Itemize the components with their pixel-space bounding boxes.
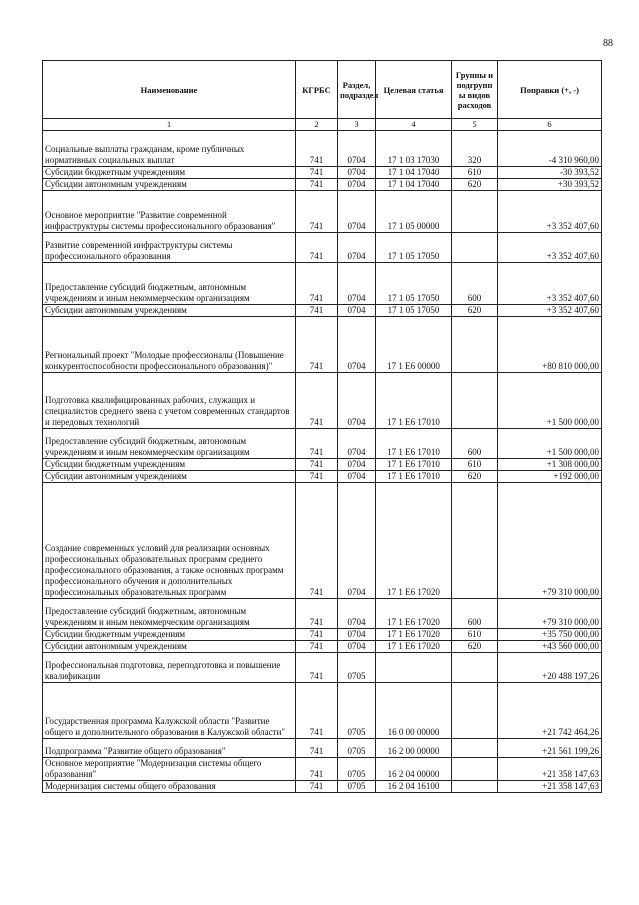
table-row [43,305,602,317]
target-cell: 16 2 00 00000 [376,739,452,758]
amount-cell: +21 742 464,26 [498,683,602,739]
group-cell: 600 [452,429,498,459]
header-changes: Поправки (+, -) [498,61,602,119]
column-number: 2 [296,119,338,131]
group-cell [452,781,498,793]
section-cell: 0705 [338,683,376,739]
group-cell: 600 [452,263,498,305]
table-row [43,471,602,483]
page-number: 88 [603,38,613,49]
column-number: 1 [43,119,296,131]
kgrbs-cell: 741 [296,599,338,629]
table-row [43,131,602,167]
name: Предоставление субсидий бюджетным, автономным учреждениям и иным некоммерческим организациям [43,429,296,459]
header-target: Целевая статья [376,61,452,119]
kgrbs-cell: 741 [296,483,338,599]
kgrbs-cell: 741 [296,758,338,781]
section-cell: 0705 [338,781,376,793]
name: Субсидии автономным учреждениям [43,641,296,653]
column-number-row [43,119,602,131]
name: Субсидии бюджетным учреждениям [43,167,296,179]
name: Субсидии автономным учреждениям [43,305,296,317]
kgrbs-cell: 741 [296,459,338,471]
kgrbs-cell: 741 [296,233,338,263]
group-cell [452,758,498,781]
kgrbs-cell: 741 [296,641,338,653]
amount-cell: +43 560 000,00 [498,641,602,653]
kgrbs-cell: 741 [296,471,338,483]
group-cell: 620 [452,179,498,191]
amount-cell: +3 352 407,60 [498,305,602,317]
group-cell: 610 [452,167,498,179]
kgrbs-cell: 741 [296,263,338,305]
amount-cell: +21 358 147,63 [498,781,602,793]
section-cell: 0704 [338,167,376,179]
table-row [43,739,602,758]
amount-cell: +35 750 000,00 [498,629,602,641]
table-row [43,683,602,739]
amount-cell: +21 561 199,26 [498,739,602,758]
section-cell: 0704 [338,483,376,599]
target-cell: 17 1 Е6 17010 [376,373,452,429]
section-cell: 0704 [338,429,376,459]
target-cell: 17 1 05 00000 [376,191,452,233]
section-cell: 0704 [338,373,376,429]
name: Субсидии бюджетным учреждениям [43,629,296,641]
table-row [43,781,602,793]
kgrbs-cell: 741 [296,167,338,179]
group-cell [452,317,498,373]
target-cell: 16 2 04 16100 [376,781,452,793]
budget-amendments-table [42,60,602,793]
table-row [43,483,602,599]
group-cell [452,653,498,683]
table-row [43,167,602,179]
kgrbs-cell: 741 [296,683,338,739]
name: Основное мероприятие "Развитие современной инфраструктуры системы профессионального образования" [43,191,296,233]
amount-cell: +3 352 407,60 [498,263,602,305]
group-cell [452,373,498,429]
kgrbs-cell: 741 [296,739,338,758]
section-cell: 0704 [338,233,376,263]
column-number: 6 [498,119,602,131]
kgrbs-cell: 741 [296,781,338,793]
target-cell: 17 1 Е6 17020 [376,641,452,653]
kgrbs-cell: 741 [296,131,338,167]
amount-cell: +1 308 000,00 [498,459,602,471]
table-row [43,263,602,305]
section-cell: 0704 [338,641,376,653]
amount-cell: +20 488 197,26 [498,653,602,683]
kgrbs-cell: 741 [296,317,338,373]
section-cell: 0704 [338,131,376,167]
target-cell: 17 1 Е6 17020 [376,629,452,641]
group-cell [452,739,498,758]
target-cell: 17 1 03 17030 [376,131,452,167]
table-row [43,373,602,429]
name: Подпрограмма "Развитие общего образования" [43,739,296,758]
target-cell: 17 1 05 17050 [376,233,452,263]
column-number: 5 [452,119,498,131]
table-row [43,429,602,459]
target-cell: 17 1 Е6 17010 [376,471,452,483]
header-groups: Группы и подгрупп ы видов расходов [452,61,498,119]
name: Субсидии автономным учреждениям [43,471,296,483]
section-cell: 0705 [338,739,376,758]
table-row [43,179,602,191]
header-kgrbs: КГРБС [296,61,338,119]
name: Модернизация системы общего образования [43,781,296,793]
group-cell [452,191,498,233]
target-cell: 17 1 Е6 17020 [376,599,452,629]
amount-cell: +1 500 000,00 [498,373,602,429]
kgrbs-cell: 741 [296,373,338,429]
kgrbs-cell: 741 [296,653,338,683]
group-cell [452,233,498,263]
name: Социальные выплаты гражданам, кроме публичных нормативных социальных выплат [43,131,296,167]
target-cell: 17 1 05 17050 [376,305,452,317]
section-cell: 0704 [338,471,376,483]
table-row [43,233,602,263]
name: Предоставление субсидий бюджетным, автономным учреждениям и иным некоммерческим организациям [43,599,296,629]
kgrbs-cell: 741 [296,179,338,191]
column-number: 3 [338,119,376,131]
section-cell: 0705 [338,758,376,781]
name: Предоставление субсидий бюджетным, автономным учреждениям и иным некоммерческим организациям [43,263,296,305]
amount-cell: +3 352 407,60 [498,191,602,233]
amount-cell: +192 000,00 [498,471,602,483]
table-row [43,629,602,641]
column-number: 4 [376,119,452,131]
target-cell: 16 2 04 00000 [376,758,452,781]
amount-cell: +3 352 407,60 [498,233,602,263]
target-cell: 17 1 Е6 00000 [376,317,452,373]
name: Основное мероприятие "Модернизация системы общего образования" [43,758,296,781]
target-cell: 17 1 04 17040 [376,179,452,191]
section-cell: 0704 [338,629,376,641]
amount-cell: +1 500 000,00 [498,429,602,459]
name: Субсидии автономным учреждениям [43,179,296,191]
section-cell: 0704 [338,459,376,471]
group-cell [452,683,498,739]
amount-cell: +79 310 000,00 [498,599,602,629]
amount-cell: +79 310 000,00 [498,483,602,599]
section-cell: 0704 [338,305,376,317]
group-cell: 620 [452,305,498,317]
section-cell: 0704 [338,317,376,373]
kgrbs-cell: 741 [296,629,338,641]
name: Профессиональная подготовка, переподготовка и повышение квалификации [43,653,296,683]
target-cell: 17 1 Е6 17010 [376,429,452,459]
name: Государственная программа Калужской области "Развитие общего и дополнительного образования в Калужской области" [43,683,296,739]
table-row [43,599,602,629]
group-cell: 610 [452,459,498,471]
name: Развитие современной инфраструктуры системы профессионального образования [43,233,296,263]
amount-cell: +30 393,52 [498,179,602,191]
kgrbs-cell: 741 [296,429,338,459]
section-cell: 0704 [338,191,376,233]
name: Субсидии бюджетным учреждениям [43,459,296,471]
amount-cell: -30 393,52 [498,167,602,179]
name: Региональный проект "Молодые профессионалы (Повышение конкурентоспособности профессионального образования)" [43,317,296,373]
table-row [43,191,602,233]
target-cell: 17 1 05 17050 [376,263,452,305]
name: Создание современных условий для реализации основных профессиональных образовательных программ среднего профессионального образования, а также основных программ профессионального обучения и дополнительных профессиональных образовательных программ [43,483,296,599]
target-cell: 17 1 Е6 17020 [376,483,452,599]
group-cell [452,483,498,599]
header-section: Раздел, подраздел [338,61,376,119]
name: Подготовка квалифицированных рабочих, служащих и специалистов среднего звена с учетом современных стандартов и передовых технологий [43,373,296,429]
header-name: Наименование [43,61,296,119]
target-cell: 16 0 00 00000 [376,683,452,739]
table-row [43,317,602,373]
group-cell: 320 [452,131,498,167]
group-cell: 610 [452,629,498,641]
table-row [43,758,602,781]
section-cell: 0705 [338,653,376,683]
kgrbs-cell: 741 [296,191,338,233]
group-cell: 620 [452,641,498,653]
table-row [43,641,602,653]
table-row [43,653,602,683]
target-cell [376,653,452,683]
group-cell: 620 [452,471,498,483]
amount-cell: +80 810 000,00 [498,317,602,373]
amount-cell: -4 310 960,00 [498,131,602,167]
section-cell: 0704 [338,599,376,629]
section-cell: 0704 [338,263,376,305]
group-cell: 600 [452,599,498,629]
amount-cell: +21 358 147,63 [498,758,602,781]
target-cell: 17 1 Е6 17010 [376,459,452,471]
kgrbs-cell: 741 [296,305,338,317]
target-cell: 17 1 04 17040 [376,167,452,179]
table-row [43,459,602,471]
section-cell: 0704 [338,179,376,191]
